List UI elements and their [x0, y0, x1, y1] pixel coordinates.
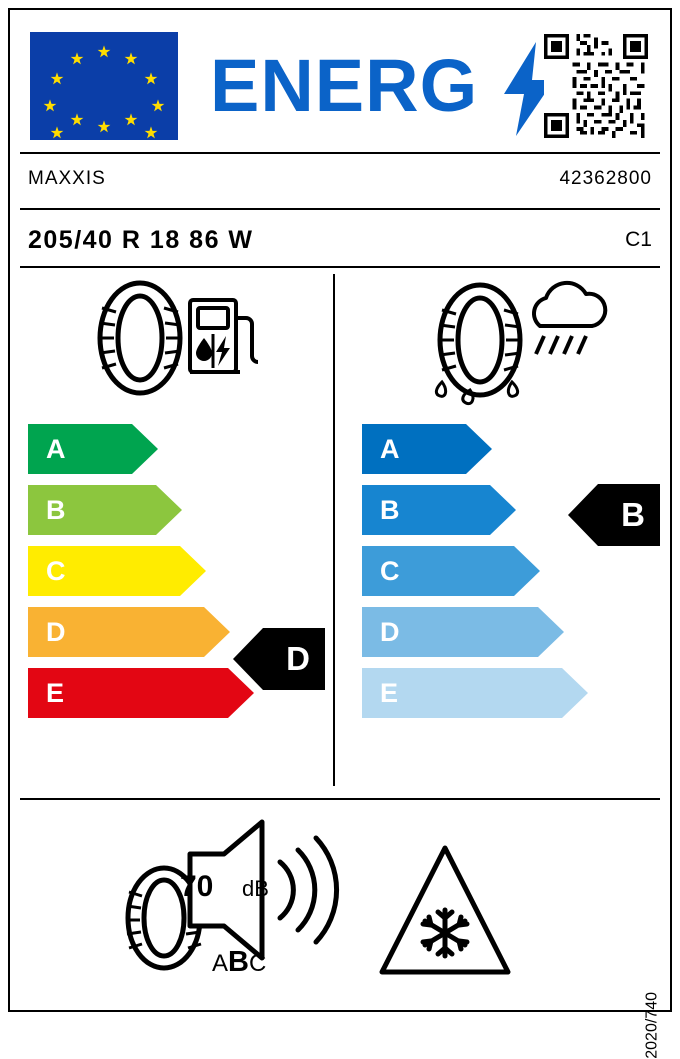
fuel-pump-icon — [190, 300, 258, 372]
fuel-grade-e-letter: E — [46, 678, 65, 708]
wet-grade-e-letter: E — [380, 678, 399, 708]
wet-grade-a — [362, 424, 588, 474]
tyre-icon — [99, 283, 181, 393]
fuel-grade-b-letter: B — [46, 495, 66, 525]
tyre-size: 205/40 R 18 86 W — [28, 226, 254, 254]
wet-grade-d — [362, 607, 588, 657]
divider-brand — [20, 208, 660, 210]
wet-rating-marker — [568, 484, 660, 546]
snowflake-icon — [423, 910, 467, 956]
divider-size — [20, 266, 660, 268]
fuel-rating-letter: D — [286, 640, 310, 677]
fuel-efficiency-pictogram — [90, 278, 260, 403]
energy-wordmark: ENERG — [210, 44, 479, 127]
noise-class-scale — [212, 946, 266, 979]
product-code: 42362800 — [559, 168, 652, 189]
fuel-grade-a-letter: A — [46, 434, 66, 464]
snow-grip-pictogram — [380, 840, 510, 980]
fuel-grade-c-letter: C — [46, 556, 66, 586]
tyre-class: C1 — [625, 228, 652, 251]
fuel-grade-d — [28, 607, 254, 657]
wet-grip-pictogram — [428, 278, 608, 411]
fuel-grade-a — [28, 424, 254, 474]
label-header — [20, 22, 660, 148]
noise-unit: dB — [242, 876, 269, 901]
fuel-rating-marker — [233, 628, 325, 690]
brand-name: MAXXIS — [28, 168, 106, 189]
wet-grade-b-letter: B — [380, 495, 400, 525]
fuel-grade-e — [28, 668, 254, 718]
rain-cloud-icon — [534, 283, 605, 354]
eu-stars-icon — [30, 32, 178, 140]
fuel-drop-icon — [196, 334, 230, 368]
divider-vertical — [333, 274, 335, 786]
noise-class-a: A — [212, 950, 229, 977]
wet-grade-a-letter: A — [380, 434, 400, 464]
noise-value: 70 — [180, 870, 214, 903]
divider-noise — [20, 798, 660, 800]
noise-class-c: C — [248, 950, 267, 977]
wet-grade-e — [362, 668, 588, 718]
fuel-efficiency-scale — [28, 424, 254, 729]
tyre-wet-icon — [436, 285, 521, 404]
wet-grade-c-letter: C — [380, 556, 400, 586]
fuel-grade-b — [28, 485, 254, 535]
fuel-grade-d-letter: D — [46, 617, 66, 647]
regulation-code: 2020/740 — [644, 992, 661, 1059]
wet-rating-letter: B — [621, 496, 645, 533]
divider-header — [20, 152, 660, 154]
fuel-grade-c — [28, 546, 254, 596]
qr-code-icon — [544, 34, 648, 138]
wet-grade-d-letter: D — [380, 617, 400, 647]
wet-grip-scale — [362, 424, 588, 729]
noise-class-b: B — [228, 946, 249, 978]
noise-pictogram — [112, 818, 372, 988]
wet-grade-b — [362, 485, 588, 535]
wet-grade-c — [362, 546, 588, 596]
eu-flag-icon — [30, 32, 178, 140]
